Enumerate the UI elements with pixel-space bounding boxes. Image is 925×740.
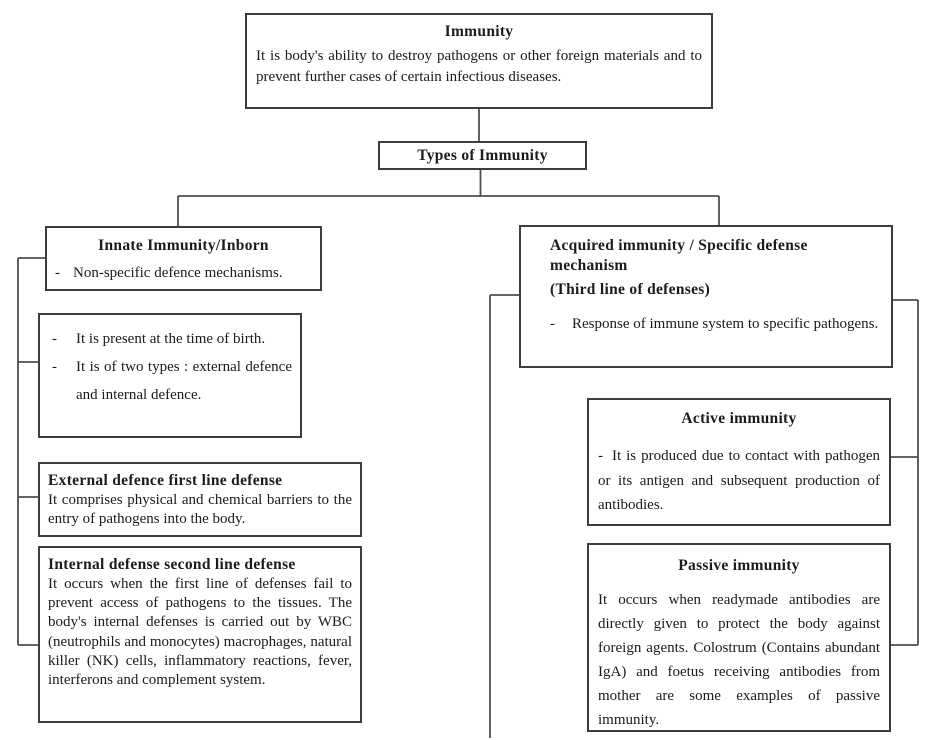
innate-immunity-title: Innate Immunity/Inborn [98,237,269,254]
innate-details-bullet-2-text: It is of two types : external defence and internal defence. [76,358,292,403]
acquired-immunity-subtitle: (Third line of defenses) [550,281,711,299]
bullet-dash: - [55,265,60,282]
innate-details-bullet-1 [52,326,292,354]
active-immunity-node [587,398,891,526]
innate-bullet-text: Non-specific defence mechanisms. [73,265,283,282]
innate-details-node [38,313,302,438]
innate-immunity-node [45,226,322,291]
active-immunity-description-text: It is produced due to contact with pathogen or its antigen and subsequent production of antibodies. [598,448,880,513]
passive-immunity-title: Passive immunity [678,557,800,574]
bullet-dash: - [550,315,555,332]
bullet-dash: - [598,448,603,465]
acquired-drop-connector [490,295,519,738]
types-of-immunity-node [378,141,587,170]
acquired-immunity-title: Acquired immunity / Specific defense mechanism [550,237,808,274]
acquired-bullet [550,311,879,339]
acquired-immunity-node [519,225,893,368]
immunity-node-description: It is body's ability to destroy pathogens or other foreign materials and to prevent further cases of certain infectious diseases. [256,48,702,85]
right-spine-connector [891,300,918,645]
passive-immunity-description: It occurs when readymade antibodies are directly given to protect the body against foreign agents. Colostrum (Contains abundant IgA) and foetus receiving antibodies from mother are some examples of passive immunity. [598,592,880,729]
passive-immunity-node [587,543,891,732]
bullet-dash: - [52,358,57,375]
immunity-node-title: Immunity [444,23,514,40]
internal-defense-description: It occurs when the first line of defenses fail to prevent access of pathogens to the tissues. The body's internal defenses is carried out by WBC (neutrophils and monocytes) macrophages, natural killer (NK) cells, inflammatory reactions, fever, interferons and complement system. [48,576,352,688]
internal-defense-title: Internal defense second line defense [48,556,296,573]
active-immunity-title: Active immunity [681,410,797,427]
innate-bullet [55,264,312,283]
acquired-bullet-text: Response of immune system to specific pathogens. [572,315,879,332]
bullet-dash: - [52,331,57,347]
types-of-immunity-title: Types of Immunity [417,147,548,164]
innate-details-bullet-1-text: It is present at the time of birth. [76,331,266,347]
external-defence-title: External defence first line defense [48,472,283,489]
internal-defense-node [38,546,362,723]
external-defence-node [38,462,362,537]
immunity-node [245,13,713,109]
active-immunity-description [598,444,880,517]
innate-details-bullet-2 [52,354,292,410]
external-defence-description: It comprises physical and chemical barriers to the entry of pathogens into the body. [48,492,352,527]
